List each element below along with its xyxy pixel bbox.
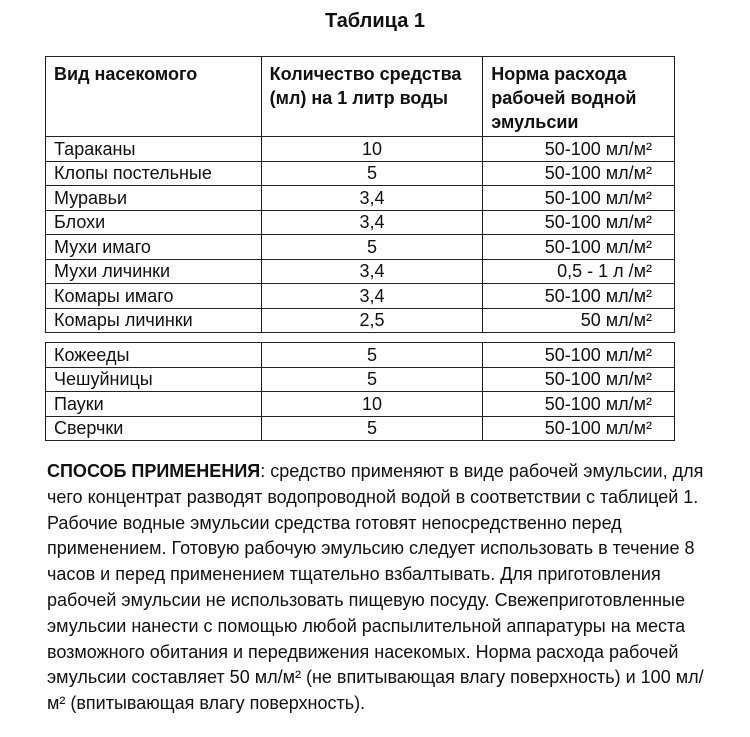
cell-insect-name: Сверчки xyxy=(46,416,262,441)
table-row xyxy=(46,392,675,417)
cell-rate: 0,5 - 1 л /м² xyxy=(483,259,675,284)
cell-rate: 50-100 мл/м² xyxy=(483,137,675,162)
cell-insect-name: Чешуйницы xyxy=(46,367,262,392)
table-row xyxy=(46,284,675,309)
table-row xyxy=(46,137,675,162)
table-caption: Таблица 1 xyxy=(324,10,426,32)
cell-amount: 10 xyxy=(261,392,483,417)
table-row xyxy=(46,259,675,284)
cell-insect-name: Мухи личинки xyxy=(46,259,262,284)
header-amount: Количество средства (мл) на 1 литр воды xyxy=(261,57,483,137)
header-insect-type: Вид насекомого xyxy=(46,57,262,137)
cell-amount: 2,5 xyxy=(261,308,483,333)
cell-rate: 50-100 мл/м² xyxy=(483,343,675,368)
cell-insect-name: Кожееды xyxy=(46,343,262,368)
cell-insect-name: Пауки xyxy=(46,392,262,417)
cell-insect-name: Муравьи xyxy=(46,186,262,211)
header-rate: Норма расхода рабочей водной эмульсии xyxy=(483,57,675,137)
table-row xyxy=(46,235,675,260)
cell-rate: 50-100 мл/м² xyxy=(483,161,675,186)
table-row xyxy=(46,308,675,333)
cell-insect-name: Тараканы xyxy=(46,137,262,162)
usage-paragraph xyxy=(47,459,707,717)
table-row xyxy=(46,186,675,211)
cell-insect-name: Мухи имаго xyxy=(46,235,262,260)
cell-insect-name: Блохи xyxy=(46,210,262,235)
table-row xyxy=(46,210,675,235)
insect-dosage-table xyxy=(45,56,675,441)
cell-amount: 5 xyxy=(261,161,483,186)
cell-amount: 3,4 xyxy=(261,210,483,235)
table-row xyxy=(46,343,675,368)
cell-rate: 50-100 мл/м² xyxy=(483,235,675,260)
usage-heading: СПОСОБ ПРИМЕНЕНИЯ xyxy=(47,461,261,481)
table-row xyxy=(46,416,675,441)
cell-amount: 3,4 xyxy=(261,259,483,284)
cell-insect-name: Комары личинки xyxy=(46,308,262,333)
cell-rate: 50-100 мл/м² xyxy=(483,284,675,309)
table-body xyxy=(46,137,675,441)
cell-rate: 50-100 мл/м² xyxy=(483,416,675,441)
separator-cell xyxy=(46,333,675,343)
cell-rate: 50-100 мл/м² xyxy=(483,186,675,211)
table-header-row xyxy=(46,57,675,137)
cell-rate: 50-100 мл/м² xyxy=(483,210,675,235)
cell-rate: 50-100 мл/м² xyxy=(483,367,675,392)
cell-amount: 3,4 xyxy=(261,284,483,309)
cell-insect-name: Комары имаго xyxy=(46,284,262,309)
cell-amount: 5 xyxy=(261,343,483,368)
cell-rate: 50-100 мл/м² xyxy=(483,392,675,417)
cell-amount: 10 xyxy=(261,137,483,162)
cell-amount: 5 xyxy=(261,235,483,260)
cell-amount: 5 xyxy=(261,416,483,441)
cell-amount: 5 xyxy=(261,367,483,392)
group-separator xyxy=(46,333,675,343)
usage-text: : средство применяют в виде рабочей эмульсии, для чего концентрат разводят водопроводной водой в соответствии с таблицей 1. Рабочие водные эмульсии средства готовят непосредственно перед применением. Готовую рабочую эмульсию следует использовать в течение 8 часов и перед применением тщательно взбалтывать. Для приготовления рабочей эмульсии не использовать пищевую посуду. Свежеприготовленные эмульсии нанести с помощью любой распылительной аппаратуры на места возможного обитания и передвижения насекомых. Норма расхода рабочей эмульсии составляет 50 мл/м² (не впитывающая влагу поверхность) и 100 мл/м² (впитывающая влагу поверхность). xyxy=(47,461,704,714)
cell-rate: 50 мл/м² xyxy=(483,308,675,333)
cell-amount: 3,4 xyxy=(261,186,483,211)
table-row xyxy=(46,161,675,186)
table-row xyxy=(46,367,675,392)
cell-insect-name: Клопы постельные xyxy=(46,161,262,186)
